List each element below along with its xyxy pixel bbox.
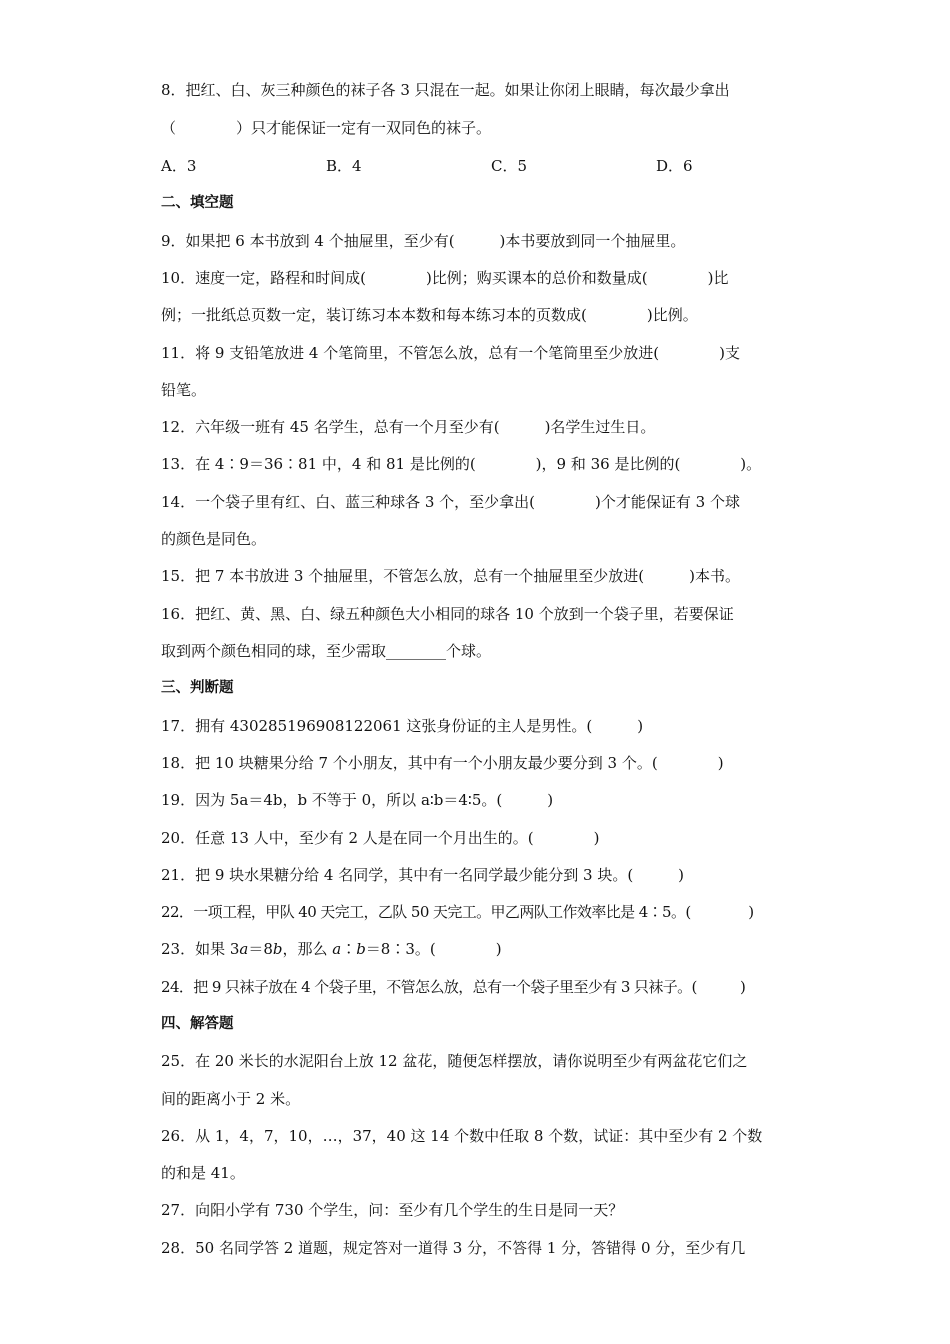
question-25-line-1: 25．在 20 米长的水泥阳台上放 12 盆花，随便怎样摆放，请你说明至少有两盆花它们之	[161, 1052, 748, 1070]
question-22: 22．一项工程，甲队 40 天完工，乙队 50 天完工。甲乙两队工作效率比是 4∶5。( )	[161, 903, 754, 921]
question-14-line-1: 14．一个袋子里有红、白、蓝三种球各 3 个，至少拿出( )个才能保证有 3 个球	[161, 493, 740, 511]
question-8-line-2: （ ）只才能保证一定有一双同色的袜子。	[161, 119, 492, 137]
section-heading-true-false: 三、判断题	[161, 680, 234, 696]
question-26-line-1: 26．从 1，4，7，10，…，37，40 这 14 个数中任取 8 个数，试证：其中至少有 2 个数	[161, 1127, 763, 1145]
question-19: 19．因为 5a＝4b，b 不等于 0，所以 a∶b＝4∶5。( )	[161, 791, 554, 809]
question-18: 18．把 10 块糖果分给 7 个小朋友，其中有一个小朋友最少要分到 3 个。( )	[161, 754, 724, 772]
question-12: 12．六年级一班有 45 名学生，总有一个月至少有( )名学生过生日。	[161, 418, 656, 436]
question-15: 15．把 7 本书放进 3 个抽屉里，不管怎么放，总有一个抽屉里至少放进( )本书。	[161, 567, 740, 585]
question-17: 17．拥有 430285196908122061 这张身份证的主人是男性。( )	[161, 717, 644, 735]
question-8-option-c: C．5	[491, 157, 528, 175]
question-14-line-2: 的颜色是同色。	[161, 530, 267, 548]
question-25-line-2: 间的距离小于 2 米。	[161, 1090, 301, 1108]
question-8-option-a: A．3	[161, 157, 197, 175]
question-10-line-2: 例；一批纸总页数一定，装订练习本本数和每本练习本的页数成( )比例。	[161, 306, 698, 324]
question-10-line-1: 10．速度一定，路程和时间成( )比例；购买课本的总价和数量成( )比	[161, 269, 729, 287]
question-27: 27．向阳小学有 730 个学生，问：至少有几个学生的生日是同一天？	[161, 1201, 624, 1219]
question-26-line-2: 的和是 41。	[161, 1164, 245, 1182]
question-8-line-1: 8．把红、白、灰三种颜色的袜子各 3 只混在一起。如果让你闭上眼睛，每次最少拿出	[161, 81, 730, 99]
question-20: 20．任意 13 人中，至少有 2 人是在同一个月出生的。( )	[161, 829, 600, 847]
question-24: 24．把 9 只袜子放在 4 个袋子里，不管怎么放，总有一个袋子里至少有 3 只袜子。( )	[161, 978, 746, 996]
question-28-line-1: 28．50 名同学答 2 道题，规定答对一道得 3 分，不答得 1 分，答错得 0 分，至少有几	[161, 1239, 746, 1257]
question-11-line-2: 铅笔。	[161, 381, 207, 399]
question-11-line-1: 11．将 9 支铅笔放进 4 个笔筒里，不管怎么放，总有一个笔筒里至少放进( )支	[161, 344, 740, 362]
question-21: 21．把 9 块水果糖分给 4 名同学，其中有一名同学最少能分到 3 块。( )	[161, 866, 685, 884]
question-16-line-2: 取到两个颜色相同的球，至少需取________个球。	[161, 642, 492, 660]
section-heading-solve: 四、解答题	[161, 1016, 234, 1032]
question-16-line-1: 16．把红、黄、黑、白、绿五种颜色大小相同的球各 10 个放到一个袋子里，若要保证	[161, 605, 734, 623]
question-9: 9．如果把 6 本书放到 4 个抽屉里，至少有( )本书要放到同一个抽屉里。	[161, 232, 686, 250]
section-heading-fill-in: 二、填空题	[161, 195, 234, 211]
question-8-option-d: D．6	[656, 157, 693, 175]
question-13: 13．在 4∶9＝36∶81 中，4 和 81 是比例的( )，9 和 36 是比例的( )。	[161, 455, 762, 473]
question-23: 23．如果 3𝑎＝8𝑏，那么 𝑎∶𝑏＝8∶3。( )	[161, 940, 502, 958]
question-8-option-b: B．4	[326, 157, 362, 175]
